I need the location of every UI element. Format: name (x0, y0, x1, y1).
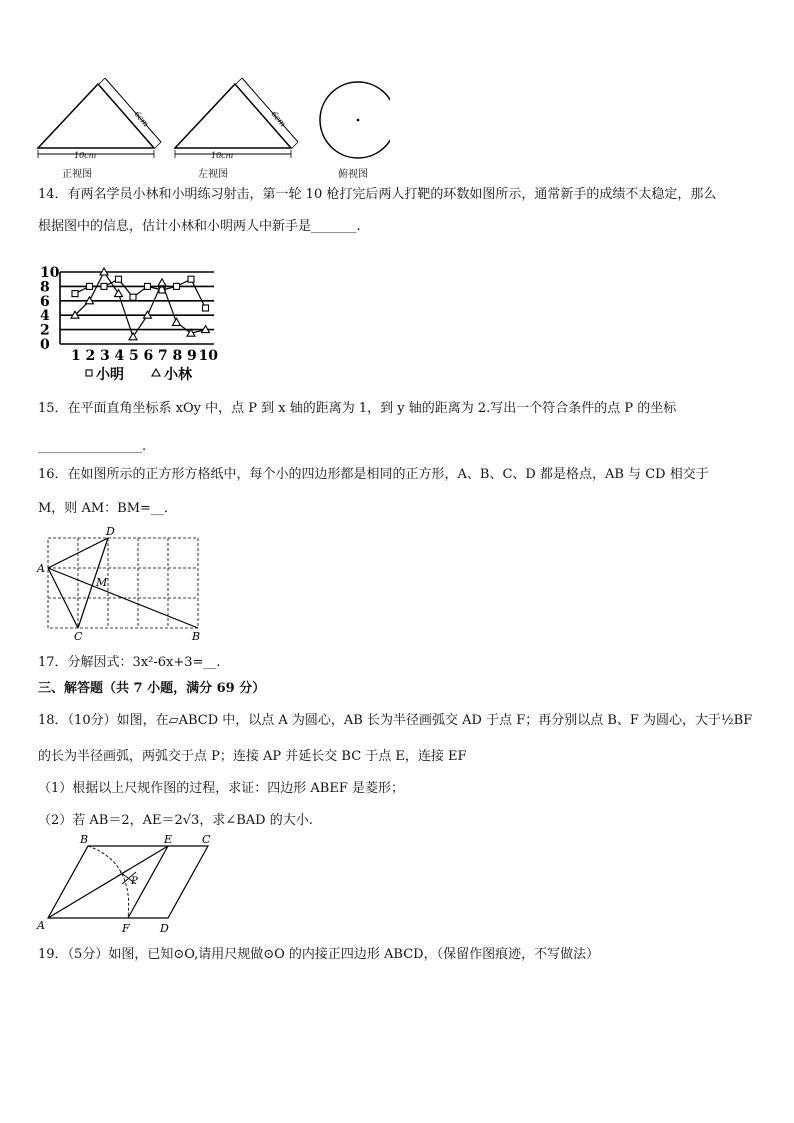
q18-line1: 18．（10分）如图，在▱ABCD 中，以点 A 为圆心，AB 长为半径画弧交 AD 于点 F；再分别以点 B、F 为圆心，大于½BF (38, 713, 753, 728)
x-tick-label: 9 (187, 348, 197, 364)
grid-figure (34, 522, 214, 644)
x-tick-label: 7 (158, 348, 168, 364)
section3-title: 三、解答题（共 7 小题，满分 69 分） (38, 681, 266, 696)
legend-square-label: 小明 (96, 367, 124, 383)
square-point (87, 283, 93, 289)
triangle-point (129, 333, 137, 340)
q19-line1: 19．（5分）如图，已知⊙O,请用尺规做⊙O 的内接正四边形 ABCD，（保留作图痕迹，不写做法） (38, 947, 600, 962)
q15-line1: 15．在平面直角坐标系 xOy 中，点 P 到 x 轴的距离为 1，到 y 轴的距离为 2.写出一个符合条件的点 P 的坐标 (38, 401, 677, 416)
grid-label-b: B (192, 630, 201, 643)
q14-line2: 根据图中的信息，估计小林和小明两人中新手是_______. (38, 219, 361, 234)
three-view-figures (30, 70, 390, 180)
x-tick-label: 4 (114, 348, 125, 364)
square-point (116, 276, 122, 282)
para-label-d: D (160, 922, 169, 935)
q17-line1: 17．分解因式：3x²-6x+3=__. (38, 655, 221, 670)
left-dim-slant: 6cm (269, 109, 288, 129)
grid-label-a: A (37, 562, 45, 575)
x-tick-label: 2 (85, 348, 96, 364)
q15-line2: ________________. (38, 439, 147, 454)
series-line-square (75, 279, 206, 308)
x-tick-label: 5 (129, 348, 139, 364)
front-dim-bottom: 10cm (74, 151, 97, 160)
square-point (203, 305, 209, 311)
q18-line2: 的长为半径画弧，两弧交于点 P；连接 AP 并延长交 BC 于点 E，连接 EF (38, 749, 467, 764)
square-point (130, 294, 136, 300)
triangle-point (158, 279, 166, 286)
left-view-caption: 左视图 (198, 169, 228, 180)
x-tick-label: 10 (198, 348, 218, 364)
y-tick-label: 0 (40, 337, 50, 353)
parallelogram-figure (34, 832, 224, 938)
legend-triangle-label: 小林 (164, 367, 192, 383)
square-point (188, 276, 194, 282)
para-label-b: B (80, 833, 89, 846)
top-view (320, 82, 390, 158)
front-dim-slant: 6cm (132, 109, 151, 129)
left-dim-bottom: 10cm (211, 151, 234, 160)
left-view (175, 78, 298, 160)
q18-part2: （2）若 AB＝2，AE＝2√3，求∠BAD 的大小. (38, 813, 313, 828)
triangle-point (173, 318, 181, 325)
y-tick-label: 2 (40, 322, 50, 339)
square-point (174, 283, 180, 289)
square-point (72, 291, 78, 297)
para-label-f: F (122, 922, 130, 935)
front-view (38, 78, 161, 160)
grid-label-c: C (74, 630, 83, 643)
q16-line2: M，则 AM：BM=__． (38, 501, 177, 516)
x-tick-label: 3 (100, 348, 110, 364)
legend-triangle-marker (152, 369, 160, 376)
q16-line1: 16．在如图所示的正方形方格纸中，每个小的四边形都是相同的正方形，A、B、C、D 都是格点，AB 与 CD 相交于 (38, 467, 709, 482)
para-label-a: A (37, 919, 45, 932)
para-label-p: P (131, 876, 138, 887)
grid-label-d: D (106, 525, 115, 538)
y-tick-label: 10 (40, 265, 60, 281)
x-tick-label: 8 (172, 348, 183, 364)
grid-label-m: M (96, 576, 108, 589)
para-label-e: E (164, 833, 173, 846)
x-tick-label: 6 (143, 348, 154, 364)
square-point (101, 283, 107, 289)
x-tick-label: 1 (71, 348, 81, 364)
para-label-c: C (202, 833, 211, 846)
q14-line1: 14．有两名学员小林和小明练习射击，第一轮 10 枪打完后两人打靶的环数如图所示，通常新手的成绩不太稳定，那么 (38, 187, 717, 202)
y-tick-label: 4 (40, 308, 50, 325)
y-tick-label: 6 (40, 293, 50, 310)
q18-part1: （1）根据以上尺规作图的过程，求证：四边形 ABEF 是菱形； (38, 781, 404, 796)
square-point (145, 283, 151, 289)
shooting-chart (30, 258, 230, 386)
y-tick-label: 8 (40, 279, 50, 296)
triangle-point (115, 290, 123, 297)
legend-square-marker (86, 370, 92, 376)
front-view-caption: 正视图 (62, 169, 92, 180)
top-view-caption: 俯视图 (338, 169, 368, 180)
